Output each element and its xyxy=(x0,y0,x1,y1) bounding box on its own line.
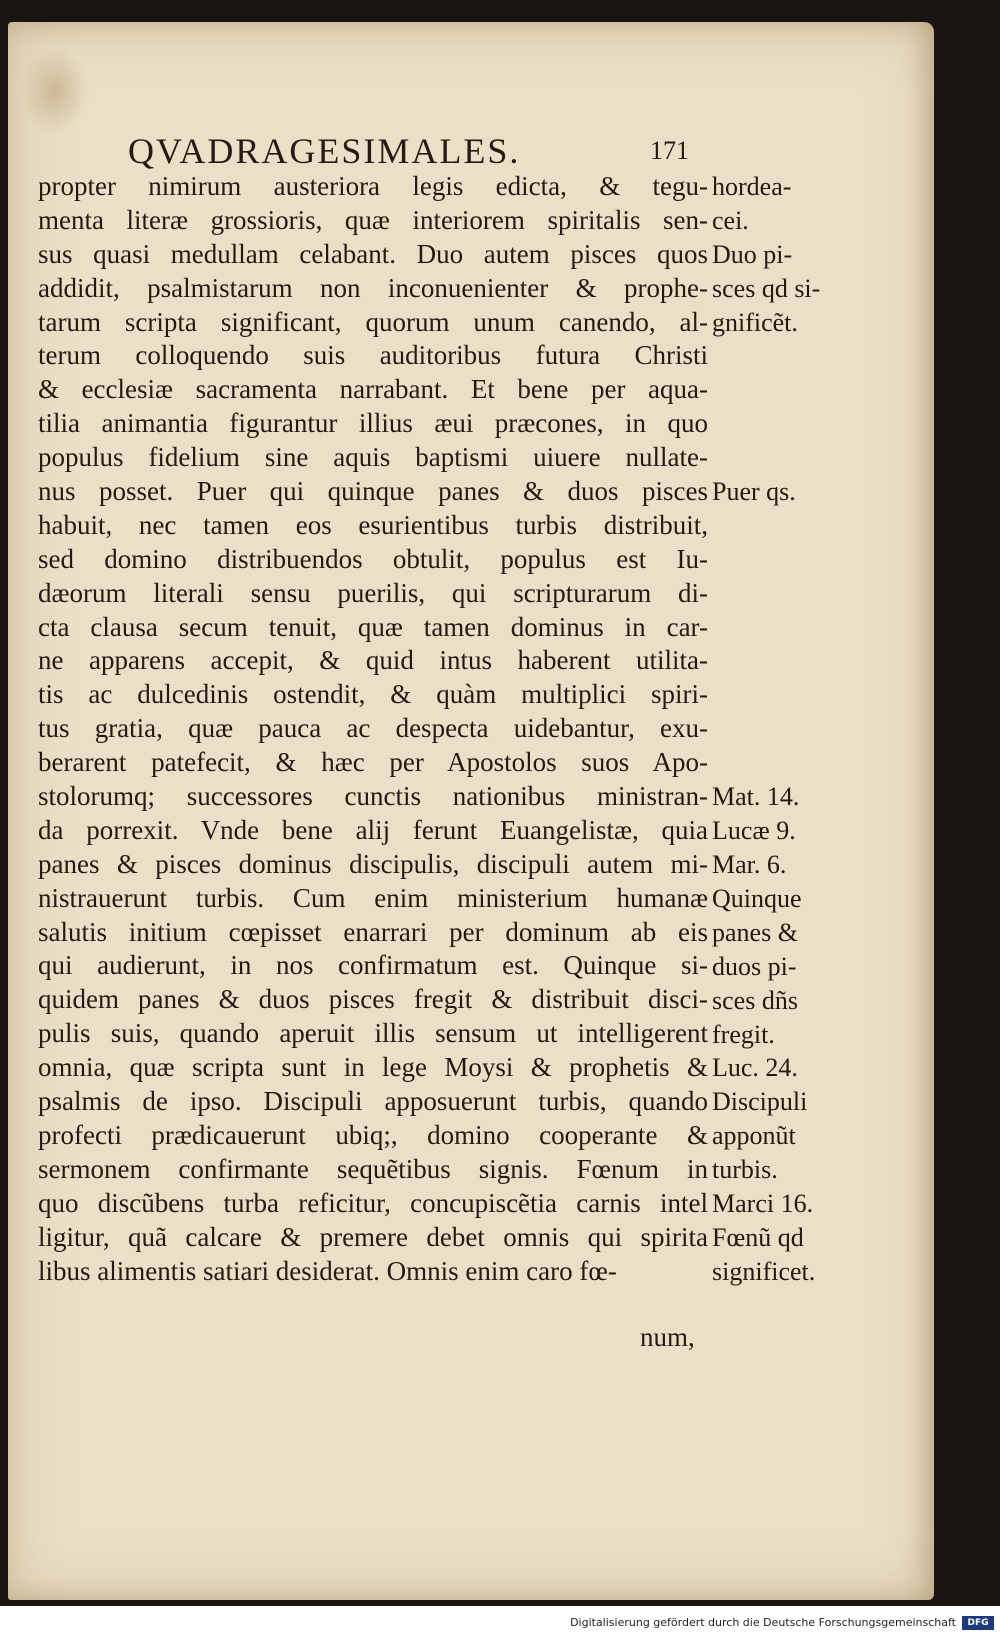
running-head: QVADRAGESIMALES. xyxy=(128,131,521,171)
margin-note: fregit. xyxy=(712,1019,775,1049)
text-line: panes & pisces dominus discipulis, discipuli autem mi- xyxy=(38,848,708,879)
margin-note: Fœnũ qd xyxy=(712,1222,804,1252)
text-line: dæorum literali sensu puerilis, qui scripturarum di- xyxy=(38,577,708,608)
main-text-block xyxy=(38,170,708,1288)
paper-stain xyxy=(20,46,90,136)
margin-note: Lucæ 9. xyxy=(712,816,796,846)
dfg-logo-icon: DFG xyxy=(962,1616,994,1630)
margin-note: Mat. 14. xyxy=(712,782,800,812)
margin-note: Mar. 6. xyxy=(712,850,787,879)
margin-note: Discipuli xyxy=(712,1087,808,1117)
margin-note: significet. xyxy=(712,1256,816,1286)
text-line: propter nimirum austeriora legis edicta, & tegu- xyxy=(38,171,708,201)
margin-note: Puer qs. xyxy=(712,477,796,507)
text-line: libus alimentis satiari desiderat. Omnis enim caro fœ- xyxy=(38,1255,617,1286)
text-line: tus gratia, quæ pauca ac despecta uidebantur, exu- xyxy=(38,713,708,744)
text-line: addidit, psalmistarum non inconuenienter & prophe- xyxy=(38,272,708,303)
text-line: ne apparens accepit, & quid intus haberent utilita- xyxy=(38,645,708,676)
text-line: pulis suis, quando aperuit illis sensum ut intelligerent xyxy=(38,1018,708,1049)
margin-note: turbis. xyxy=(712,1155,778,1185)
margin-note: panes & xyxy=(712,917,798,947)
text-line: nus posset. Puer qui quinque panes & duos pisces xyxy=(38,476,708,507)
margin-note: cei. xyxy=(712,205,749,235)
text-line: da porrexit. Vnde bene alij ferunt Euangelistæ, quia xyxy=(38,814,708,845)
text-line: tarum scripta significant, quorum unum canendo, al- xyxy=(38,306,708,337)
text-line: cta clausa secum tenuit, quæ tamen dominus in car- xyxy=(38,611,708,642)
text-line: sermonem confirmante sequẽtibus signis. Fœnum in xyxy=(38,1153,708,1184)
margin-note: Quinque xyxy=(712,883,802,913)
text-line: sed domino distribuendos obtulit, populus est Iu- xyxy=(38,543,708,574)
book-page xyxy=(8,22,934,1600)
text-line: terum colloquendo suis auditoribus futura Christi xyxy=(38,340,708,371)
text-line: tilia animantia figurantur illius æui præcones, in quo xyxy=(38,408,708,439)
text-line: ligitur, quã calcare & premere debet omnis qui spirita xyxy=(38,1221,708,1252)
text-line: sus quasi medullam celabant. Duo autem pisces quos xyxy=(38,238,708,269)
text-line: omnia, quæ scripta sunt in lege Moysi & prophetis & xyxy=(38,1052,708,1083)
text-line: menta literæ grossioris, quæ interiorem spiritalis sen- xyxy=(38,204,708,235)
text-line: qui audierunt, in nos confirmatum est. Quinque si- xyxy=(38,950,708,981)
folio-number: 171 xyxy=(650,136,689,165)
margin-note: Luc. 24. xyxy=(712,1053,798,1083)
margin-note: hordea- xyxy=(712,172,792,201)
text-line: habuit, nec tamen eos esurientibus turbis distribuit, xyxy=(38,509,708,540)
footer-bar xyxy=(0,1614,1000,1636)
text-line: salutis initium cœpisset enarrari per dominum ab eis xyxy=(38,916,708,947)
funding-credit: Digitalisierung gefördert durch die Deutsche Forschungsgemeinschaft xyxy=(570,1616,956,1629)
text-line: & ecclesiæ sacramenta narrabant. Et bene per aqua- xyxy=(38,374,708,405)
text-line: quidem panes & duos pisces fregit & distribuit disci- xyxy=(38,984,708,1015)
text-line: profecti prædicauerunt ubiq;, domino cooperante & xyxy=(38,1119,708,1150)
text-line: nistrauerunt turbis. Cum enim ministerium humanæ xyxy=(38,882,708,913)
text-line: populus fidelium sine aquis baptismi uiuere nullate- xyxy=(38,442,708,473)
margin-note: gnificẽt. xyxy=(712,307,798,337)
text-line: quo discũbens turba reficitur, concupiscẽtia carnis intel xyxy=(38,1187,708,1218)
margin-note: sces qd si- xyxy=(712,273,821,303)
text-line: psalmis de ipso. Discipuli apposuerunt turbis, quando xyxy=(38,1086,708,1117)
margin-note: Duo pi- xyxy=(712,239,793,269)
text-line: berarent patefecit, & hæc per Apostolos suos Apo- xyxy=(38,747,708,778)
margin-note: sces dñs xyxy=(712,985,798,1015)
text-line: stolorumq; successores cunctis nationibus ministran- xyxy=(38,781,708,812)
margin-note: apponũt xyxy=(712,1121,796,1151)
margin-note: duos pi- xyxy=(712,951,797,981)
text-line: tis ac dulcedinis ostendit, & quàm multiplici spiri- xyxy=(38,679,708,710)
margin-note: Marci 16. xyxy=(712,1189,814,1218)
catchword: num, xyxy=(640,1322,695,1352)
